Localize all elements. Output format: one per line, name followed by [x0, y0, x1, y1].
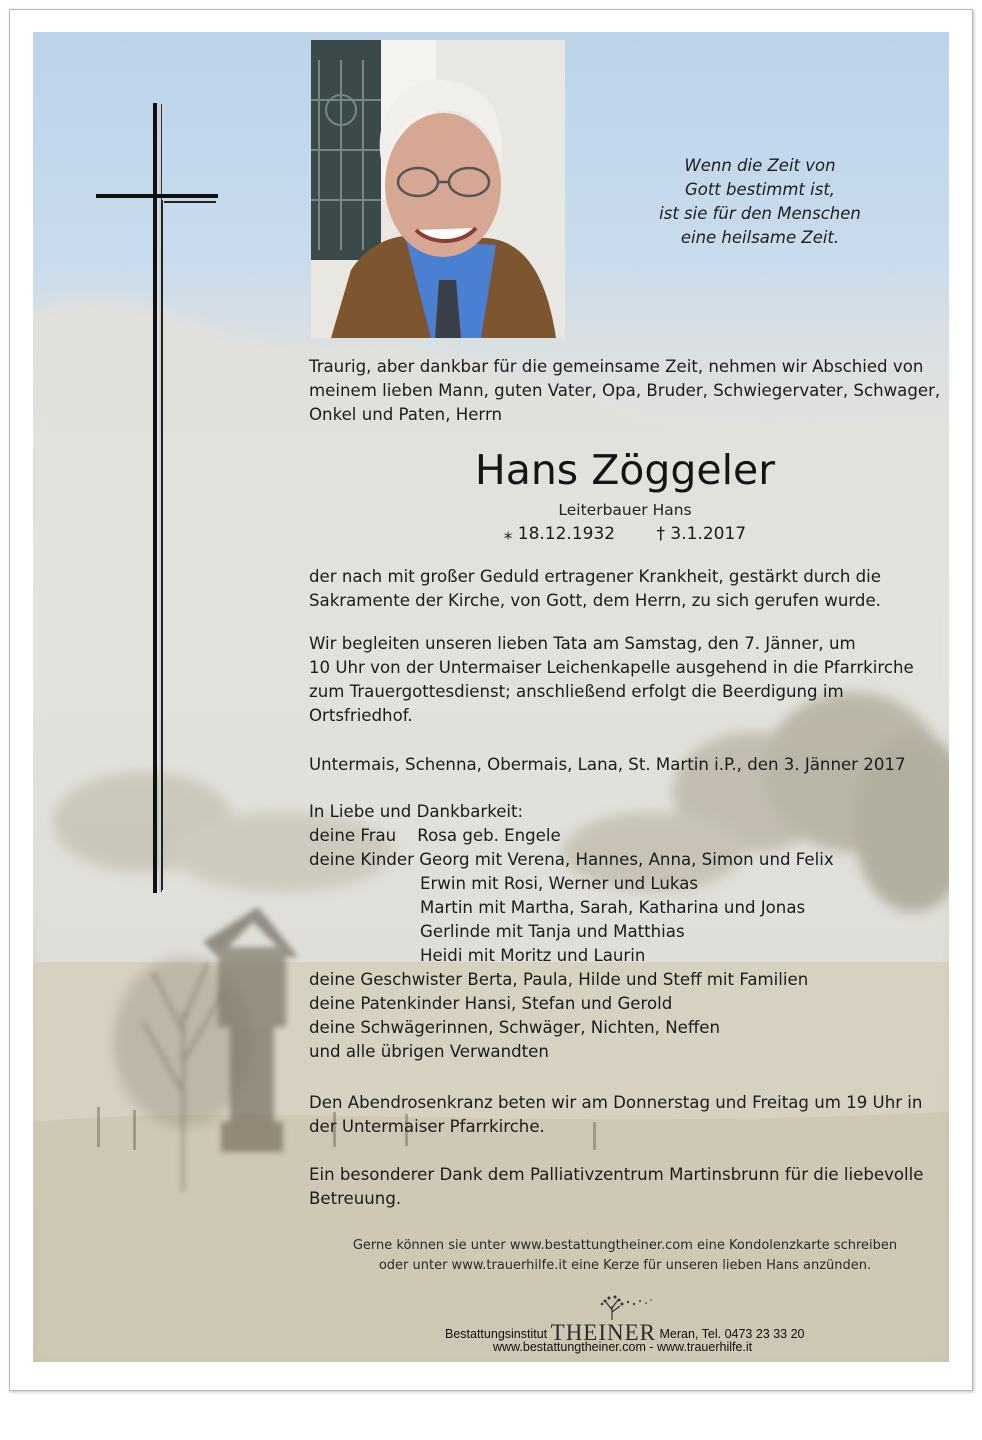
mourner-relatives: und alle übrigen Verwandten — [309, 1042, 549, 1061]
passing-paragraph — [309, 565, 881, 613]
thanks-paragraph — [309, 1163, 924, 1211]
rosary-paragraph — [309, 1091, 922, 1139]
quote-line: Gott bestimmt ist, — [684, 180, 836, 199]
passing-line: Sakramente der Kirche, von Gott, dem Herrn, zu sich gerufen wurde. — [309, 591, 881, 610]
quote-line: Wenn die Zeit von — [684, 156, 836, 175]
rosary-line: der Untermaiser Pfarrkirche. — [309, 1117, 545, 1136]
thanks-line: Betreuung. — [309, 1189, 402, 1208]
life-dates — [309, 524, 941, 544]
funeral-paragraph — [309, 632, 914, 728]
intro-line: Onkel und Paten, Herrn — [309, 405, 503, 424]
quote-line: eine heilsame Zeit. — [680, 228, 840, 247]
intro-paragraph — [309, 355, 940, 427]
passing-line: der nach mit großer Geduld ertragener Krankheit, gestärkt durch die — [309, 567, 881, 586]
mourner-relatives: deine Schwägerinnen, Schwäger, Nichten, Neffen — [309, 1018, 721, 1037]
mourner-wife: deine Frau Rosa geb. Engele — [309, 826, 561, 845]
portrait-photo — [311, 40, 565, 338]
institute-label: Bestattungsinstitut — [445, 1327, 548, 1341]
mourner-relatives: deine Geschwister Berta, Paula, Hilde und Steff mit Familien — [309, 970, 809, 989]
theiner-tree-logo-icon — [596, 1292, 656, 1322]
place-date: Untermais, Schenna, Obermais, Lana, St. Martin i.P., den 3. Jänner 2017 — [309, 755, 906, 774]
birth-date: ⁎ 18.12.1932 — [503, 524, 616, 544]
mourner-children: Erwin mit Rosi, Werner und Lukas — [420, 874, 699, 893]
mourner-children: Heidi mit Moritz und Laurin — [420, 946, 646, 965]
mourner-children: Martin mit Martha, Sarah, Katharina und Jonas — [420, 898, 806, 917]
contact-info: Meran, Tel. 0473 23 33 20 — [659, 1327, 805, 1341]
mourner-children: Gerlinde mit Tanja und Matthias — [420, 922, 685, 941]
mourner-relatives: deine Patenkinder Hansi, Stefan und Gerold — [309, 994, 673, 1013]
thanks-line: Ein besonderer Dank dem Palliativzentrum Martinsbrunn für die liebevolle — [309, 1165, 924, 1184]
intro-line: meinem lieben Mann, guten Vater, Opa, Bruder, Schwiegervater, Schwager, — [309, 381, 941, 400]
quote-line: ist sie für den Menschen — [659, 204, 861, 223]
funeral-line: Wir begleiten unseren lieben Tata am Samstag, den 7. Jänner, um — [309, 634, 856, 653]
death-date: † 3.1.2017 — [656, 524, 747, 544]
deceased-name: Hans Zöggeler — [474, 446, 776, 494]
quote-block — [640, 154, 880, 250]
cross-shadow-horizontal — [164, 201, 216, 203]
cross-beam — [96, 194, 218, 198]
funeral-line: Ortsfriedhof. — [309, 706, 413, 725]
intro-line: Traurig, aber dankbar für die gemeinsame Zeit, nehmen wir Abschied von — [309, 357, 924, 376]
cross-icon — [153, 103, 157, 893]
cross-shadow-vertical — [161, 200, 163, 890]
rosary-line: Den Abendrosenkranz beten wir am Donnerstag und Freitag um 19 Uhr in — [309, 1093, 923, 1112]
footer-websites: www.bestattungtheiner.com - www.trauerhilfe.it — [493, 1340, 753, 1354]
funeral-line: zum Trauergottesdienst; anschließend erfolgt die Beerdigung im — [309, 682, 844, 701]
brand-logo: THEINER — [550, 1320, 657, 1345]
condolence-note — [309, 1236, 941, 1276]
condolence-line: oder unter www.trauerhilfe.it eine Kerze für unseren lieben Hans anzünden. — [378, 1258, 872, 1273]
condolence-line: Gerne können sie unter www.bestattungtheiner.com eine Kondolenzkarte schreiben — [352, 1238, 898, 1253]
mourners-heading: In Liebe und Dankbarkeit: — [309, 802, 524, 821]
mourner-children: deine Kinder Georg mit Verena, Hannes, Anna, Simon und Felix — [309, 850, 834, 869]
funeral-line: 10 Uhr von der Untermaiser Leichenkapelle ausgehend in die Pfarrkirche — [309, 658, 914, 677]
mourners-list — [309, 800, 834, 1064]
deceased-nickname: Leiterbauer Hans — [558, 501, 692, 519]
